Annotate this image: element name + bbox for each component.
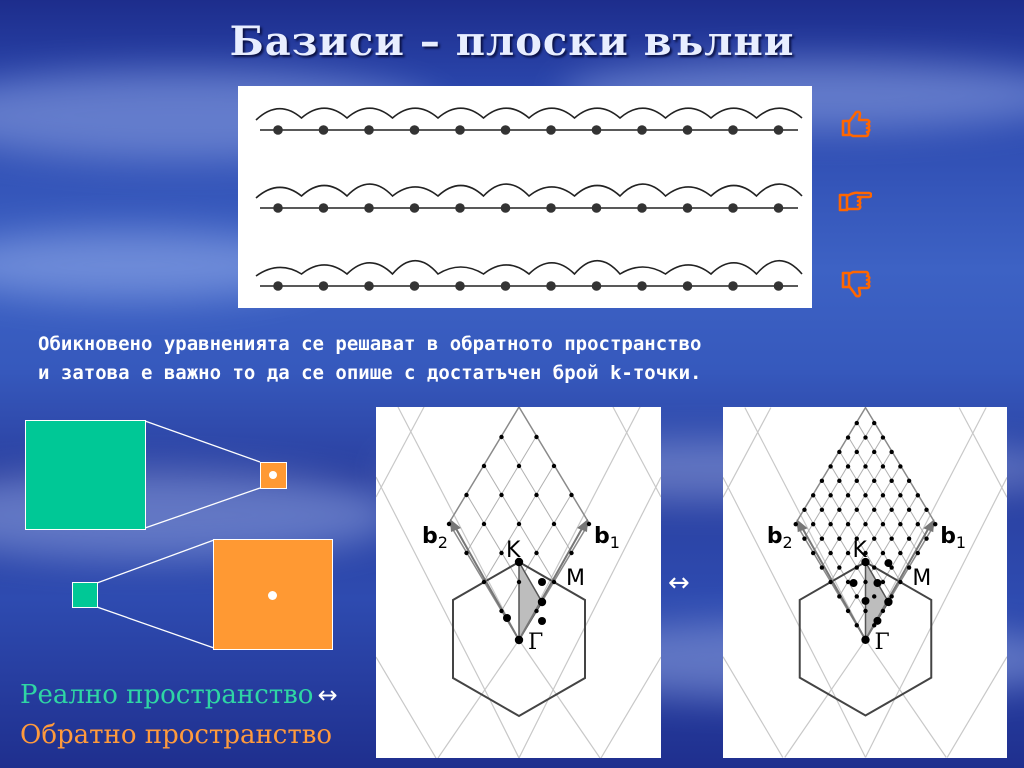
atom-dot — [319, 281, 329, 291]
k-point-mesh-dot — [863, 580, 867, 584]
k-point-mesh-dot — [855, 421, 859, 425]
k-point-mesh-dot — [828, 551, 832, 555]
k-point-mesh-dot — [587, 522, 591, 526]
atom-dot — [637, 125, 647, 135]
k-point-mesh-dot — [464, 493, 468, 497]
k-point-mesh-dot — [881, 551, 885, 555]
k-point-mesh-dot — [889, 450, 893, 454]
atom-dot — [410, 203, 420, 213]
caption-line: Обикновено уравненията се решават в обратното пространство — [38, 333, 702, 355]
k-point-dot — [268, 591, 277, 600]
k-point-mesh-dot — [872, 565, 876, 569]
k-point-mesh-dot — [837, 508, 841, 512]
atom-dot — [273, 125, 283, 135]
k-point-mesh-dot — [916, 493, 920, 497]
k-point-mesh-dot — [863, 435, 867, 439]
k-point-mesh-dot — [820, 565, 824, 569]
brillouin-zone-coarse-panel — [376, 407, 661, 758]
m-point-label: M — [566, 566, 585, 591]
lattice-line — [376, 407, 424, 497]
b1-subscript: 1 — [955, 533, 967, 553]
special-k-point — [515, 636, 523, 644]
k-point-mesh-dot — [846, 464, 850, 468]
b1-vector-label: b — [940, 524, 956, 550]
k-point-mesh-dot — [482, 580, 486, 584]
svg-text:b2 — [422, 524, 448, 552]
k-point-mesh-dot — [855, 594, 859, 598]
k-point-mesh-dot — [881, 609, 885, 613]
legend-arrow: ↔ — [317, 681, 338, 709]
b2-vector-label: b — [766, 524, 783, 550]
lattice-line — [601, 657, 661, 758]
k-point-mesh-dot — [898, 551, 902, 555]
k-point-mesh-dot — [820, 479, 824, 483]
k-point-mesh-dot — [863, 522, 867, 526]
wave-curve — [256, 108, 802, 120]
atom-dot — [592, 125, 602, 135]
b2-vector-label: b — [422, 524, 438, 549]
k-point-mesh-dot — [837, 450, 841, 454]
k-point-mesh-dot — [846, 609, 850, 613]
b2-subscript: 2 — [437, 533, 448, 552]
k-point-mesh-dot — [447, 522, 451, 526]
k-point-mesh-dot — [837, 594, 841, 598]
k-point-mesh-dot — [837, 536, 841, 540]
atom-dot — [455, 125, 465, 135]
wedge-k-point — [873, 579, 881, 587]
k-point-mesh-dot — [499, 551, 503, 555]
k-point-mesh-dot — [889, 536, 893, 540]
atom-dot — [683, 203, 693, 213]
equivalence-arrow: ↔ — [668, 568, 690, 598]
atom-dot — [546, 203, 556, 213]
k-point-mesh-dot — [907, 536, 911, 540]
wedge-k-point — [873, 617, 881, 625]
k-point-mesh-dot — [907, 565, 911, 569]
k-point-mesh-dot — [855, 508, 859, 512]
k-point-mesh-dot — [828, 580, 832, 584]
k-point-mesh-dot — [889, 508, 893, 512]
atom-dot — [592, 203, 602, 213]
k-point-mesh-dot — [916, 551, 920, 555]
k-point-mesh-dot — [837, 565, 841, 569]
k-point-mesh-dot — [907, 508, 911, 512]
wedge-k-point — [862, 597, 870, 605]
k-point-mesh-dot — [811, 493, 815, 497]
k-point-mesh-dot — [881, 493, 885, 497]
svg-text:b1 — [940, 524, 966, 552]
atom-dot — [637, 203, 647, 213]
atom-dot — [455, 281, 465, 291]
b1-vector-label: b — [594, 524, 610, 549]
k-point-mesh-dot — [828, 522, 832, 526]
atom-dot — [546, 281, 556, 291]
slide-title: Базиси – плоски вълни — [229, 18, 795, 65]
wedge-k-point — [538, 578, 546, 586]
k-point-mesh-dot — [881, 464, 885, 468]
atom-dot — [774, 125, 784, 135]
svg-text:b1 — [594, 524, 620, 552]
caption-line: и затова е важно то да се опише с достатъчен брой k-точки. — [38, 362, 702, 384]
atom-dot — [774, 281, 784, 291]
k-point-mesh-dot — [872, 450, 876, 454]
brillouin-zone-fine-panel — [723, 407, 1007, 758]
atom-dot — [455, 203, 465, 213]
k-point-mesh-dot — [898, 493, 902, 497]
thumbs-up-icon — [838, 106, 872, 140]
lattice-line — [519, 692, 552, 758]
b1-subscript: 1 — [609, 533, 620, 552]
atom-dot — [364, 203, 374, 213]
lattice-line — [376, 657, 436, 758]
k-point-mesh-dot — [881, 435, 885, 439]
lattice-line — [785, 640, 866, 758]
wedge-k-point — [850, 579, 858, 587]
k-point-mesh-dot — [846, 435, 850, 439]
k-point-mesh-dot — [863, 464, 867, 468]
atom-dot — [728, 281, 738, 291]
k-point-mesh-dot — [534, 609, 538, 613]
k-point-mesh-dot — [569, 551, 573, 555]
k-point-mesh-dot — [802, 508, 806, 512]
k-point-label: K — [506, 538, 521, 563]
caption-text — [38, 330, 998, 388]
atom-dot — [319, 203, 329, 213]
k-point-mesh-dot — [855, 450, 859, 454]
k-point-mesh-dot — [482, 522, 486, 526]
k-point-mesh-dot — [907, 479, 911, 483]
atom-dot — [273, 281, 283, 291]
k-point-mesh-dot — [820, 536, 824, 540]
k-point-mesh-dot — [924, 536, 928, 540]
k-point-mesh-dot — [898, 522, 902, 526]
atom-dot — [728, 203, 738, 213]
wave-curve — [256, 184, 802, 198]
b2-subscript: 2 — [782, 533, 793, 553]
k-point-mesh-dot — [933, 522, 937, 526]
k-point-mesh-dot — [499, 435, 503, 439]
special-k-point — [861, 636, 869, 644]
k-point-dot — [269, 471, 277, 479]
lattice-line — [723, 477, 833, 691]
k-point-mesh-dot — [802, 536, 806, 540]
k-point-mesh-dot — [855, 623, 859, 627]
atom-dot — [683, 281, 693, 291]
atom-dot — [774, 203, 784, 213]
k-point-mesh-dot — [846, 493, 850, 497]
k-point-mesh-dot — [820, 508, 824, 512]
k-point-mesh-dot — [855, 479, 859, 483]
k-point-mesh-dot — [881, 522, 885, 526]
atom-dot — [501, 203, 511, 213]
k-point-mesh-dot — [464, 551, 468, 555]
atom-dot — [364, 125, 374, 135]
k-point-mesh-dot — [863, 493, 867, 497]
atom-dot — [683, 125, 693, 135]
k-point-mesh-dot — [552, 522, 556, 526]
k-point-mesh-dot — [863, 609, 867, 613]
k-point-mesh-dot — [889, 479, 893, 483]
k-point-mesh-dot — [837, 479, 841, 483]
lattice-line — [723, 657, 783, 758]
lattice-line — [398, 407, 519, 640]
lattice-line — [865, 692, 898, 758]
k-point-mesh-dot — [517, 580, 521, 584]
svg-text:b2 — [767, 524, 793, 552]
lattice-line — [959, 408, 1007, 498]
k-point-label: K — [852, 538, 867, 564]
k-point-mesh-dot — [517, 522, 521, 526]
k-point-mesh-dot — [872, 536, 876, 540]
lattice-line — [947, 657, 1007, 758]
k-point-mesh-dot — [569, 493, 573, 497]
atom-dot — [546, 125, 556, 135]
lattice-line — [519, 640, 600, 758]
atom-dot — [501, 125, 511, 135]
k-point-mesh-dot — [811, 551, 815, 555]
wedge-k-point — [884, 559, 892, 567]
k-point-mesh-dot — [916, 522, 920, 526]
k-point-mesh-dot — [534, 493, 538, 497]
lattice-line — [723, 408, 771, 498]
k-point-mesh-dot — [552, 464, 556, 468]
thumbs-down-icon — [838, 268, 872, 302]
wedge-k-point — [503, 614, 511, 622]
real-space-small-square — [72, 582, 98, 608]
m-point-label: M — [912, 565, 932, 591]
k-point-mesh-dot — [811, 522, 815, 526]
k-point-mesh-dot — [846, 551, 850, 555]
reciprocal-space-small-square — [260, 462, 287, 489]
k-point-mesh-dot — [872, 421, 876, 425]
k-point-mesh-dot — [499, 609, 503, 613]
k-point-mesh-dot — [872, 479, 876, 483]
k-point-mesh-dot — [898, 580, 902, 584]
k-point-mesh-dot — [924, 508, 928, 512]
atom-dot — [637, 281, 647, 291]
legend-real-space — [20, 680, 338, 710]
lattice-line — [486, 692, 519, 758]
k-point-mesh-dot — [889, 594, 893, 598]
gamma-point-label: Γ — [874, 629, 890, 655]
k-point-mesh-dot — [534, 551, 538, 555]
lattice-line — [376, 477, 486, 692]
wedge-k-point — [884, 598, 892, 606]
plane-wave-figure — [238, 86, 812, 308]
atom-dot — [501, 281, 511, 291]
lattice-line — [613, 407, 661, 497]
k-point-mesh-dot — [846, 522, 850, 526]
k-point-mesh-dot — [898, 464, 902, 468]
atom-dot — [410, 125, 420, 135]
legend-reciprocal-space: Обратно пространство — [20, 720, 333, 750]
k-point-mesh-dot — [517, 464, 521, 468]
k-point-mesh-dot — [482, 464, 486, 468]
legend-real-label: Реално пространство — [20, 680, 314, 710]
k-point-mesh-dot — [552, 580, 556, 584]
atom-dot — [273, 203, 283, 213]
atom-dot — [592, 281, 602, 291]
k-point-mesh-dot — [828, 464, 832, 468]
atom-dot — [319, 125, 329, 135]
k-point-mesh-dot — [794, 522, 798, 526]
real-space-large-square — [25, 420, 146, 530]
lattice-line — [865, 640, 946, 758]
k-point-mesh-dot — [872, 508, 876, 512]
wedge-k-point — [538, 617, 546, 625]
atom-dot — [364, 281, 374, 291]
lattice-line — [438, 640, 519, 758]
atom-dot — [728, 125, 738, 135]
k-point-mesh-dot — [534, 435, 538, 439]
k-point-mesh-dot — [872, 594, 876, 598]
atom-dot — [410, 281, 420, 291]
gamma-point-label: Γ — [528, 630, 544, 655]
k-point-mesh-dot — [828, 493, 832, 497]
lattice-line — [833, 692, 866, 758]
k-point-mesh-dot — [855, 565, 859, 569]
wave-rows — [256, 108, 812, 291]
pointing-hand-icon — [838, 186, 872, 220]
k-point-mesh-dot — [499, 493, 503, 497]
wave-curve — [256, 261, 802, 276]
special-k-point — [538, 598, 546, 606]
reciprocal-space-large-square — [213, 539, 333, 650]
